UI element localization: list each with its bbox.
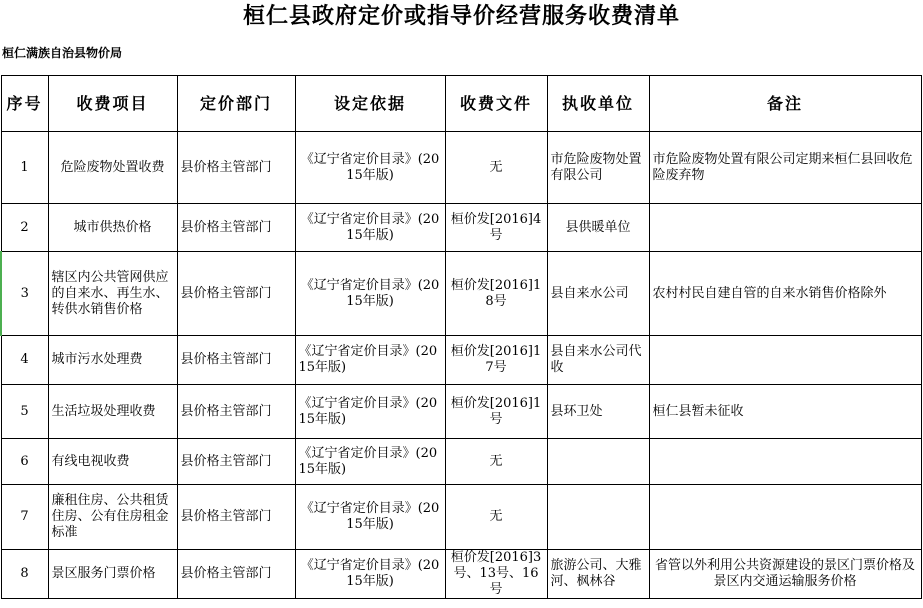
cell-item[interactable]: 景区服务门票价格 <box>48 550 177 599</box>
cell-no[interactable]: 8 <box>1 550 48 599</box>
cell-basis[interactable]: 《辽宁省定价目录》(2015年版) <box>295 485 445 550</box>
header-dept[interactable]: 定价部门 <box>177 76 295 132</box>
cell-no[interactable]: 4 <box>1 336 48 385</box>
table-row <box>1 204 921 252</box>
cell-basis[interactable]: 《辽宁省定价目录》(2015年版) <box>295 550 445 599</box>
cell-note[interactable] <box>649 485 921 550</box>
cell-basis[interactable]: 《辽宁省定价目录》(2015年版) <box>295 439 445 485</box>
cell-doc[interactable]: 桓价发[2016]18号 <box>445 252 547 336</box>
cell-unit[interactable]: 县环卫处 <box>547 385 649 439</box>
cell-unit[interactable] <box>547 439 649 485</box>
table-row <box>1 439 921 485</box>
page-title: 桓仁县政府定价或指导价经营服务收费清单 <box>242 4 680 29</box>
organization-label: 桓仁满族自治县物价局 <box>2 46 123 60</box>
cell-no[interactable]: 2 <box>1 204 48 252</box>
table-row <box>1 252 921 336</box>
cell-basis[interactable]: 《辽宁省定价目录》(2015年版) <box>295 204 445 252</box>
cell-item[interactable]: 生活垃圾处理收费 <box>48 385 177 439</box>
table-row <box>1 385 921 439</box>
cell-no[interactable]: 7 <box>1 485 48 550</box>
cell-unit[interactable]: 旅游公司、大雅河、枫林谷 <box>547 550 649 599</box>
cell-doc[interactable]: 无 <box>445 132 547 204</box>
cell-doc[interactable]: 无 <box>445 439 547 485</box>
cell-note[interactable] <box>649 204 921 252</box>
cell-doc[interactable]: 无 <box>445 485 547 550</box>
cell-no[interactable]: 6 <box>1 439 48 485</box>
cell-basis[interactable]: 《辽宁省定价目录》(2015年版) <box>295 132 445 204</box>
header-doc[interactable]: 收费文件 <box>445 76 547 132</box>
cell-note[interactable] <box>649 439 921 485</box>
cell-item[interactable]: 城市污水处理费 <box>48 336 177 385</box>
cell-no[interactable]: 1 <box>1 132 48 204</box>
cell-unit[interactable] <box>547 485 649 550</box>
header-row <box>1 76 921 132</box>
cell-unit[interactable]: 县自来水公司代收 <box>547 336 649 385</box>
header-item[interactable]: 收费项目 <box>48 76 177 132</box>
table-row <box>1 336 921 385</box>
cell-note[interactable] <box>649 336 921 385</box>
table-row <box>1 485 921 550</box>
cell-note[interactable]: 农村村民自建自管的自来水销售价格除外 <box>649 252 921 336</box>
cell-no[interactable]: 5 <box>1 385 48 439</box>
cell-unit[interactable]: 县自来水公司 <box>547 252 649 336</box>
header-basis[interactable]: 设定依据 <box>295 76 445 132</box>
cell-dept[interactable]: 县价格主管部门 <box>177 385 295 439</box>
cell-doc[interactable]: 桓价发[2016]4号 <box>445 204 547 252</box>
cell-unit[interactable]: 县供暖单位 <box>547 204 649 252</box>
cell-note[interactable]: 省管以外利用公共资源建设的景区门票价格及景区内交通运输服务价格 <box>649 550 921 599</box>
cell-item[interactable]: 有线电视收费 <box>48 439 177 485</box>
header-unit[interactable]: 执收单位 <box>547 76 649 132</box>
cell-dept[interactable]: 县价格主管部门 <box>177 252 295 336</box>
cell-doc[interactable]: 桓价发[2016]17号 <box>445 336 547 385</box>
table-row <box>1 550 921 599</box>
cell-item[interactable]: 危险废物处置收费 <box>48 132 177 204</box>
cell-note[interactable]: 桓仁县暂未征收 <box>649 385 921 439</box>
cell-unit[interactable]: 市危险废物处置有限公司 <box>547 132 649 204</box>
cell-basis[interactable]: 《辽宁省定价目录》(2015年版) <box>295 385 445 439</box>
cell-dept[interactable]: 县价格主管部门 <box>177 132 295 204</box>
cell-dept[interactable]: 县价格主管部门 <box>177 336 295 385</box>
cell-basis[interactable]: 《辽宁省定价目录》(2015年版) <box>295 336 445 385</box>
cell-doc[interactable]: 桓价发[2016]1号 <box>445 385 547 439</box>
cell-dept[interactable]: 县价格主管部门 <box>177 485 295 550</box>
table-row <box>1 132 921 204</box>
cell-dept[interactable]: 县价格主管部门 <box>177 550 295 599</box>
header-no[interactable]: 序号 <box>1 76 48 132</box>
cell-basis[interactable]: 《辽宁省定价目录》(2015年版) <box>295 252 445 336</box>
cell-item[interactable]: 廉租住房、公共租赁住房、公有住房租金标准 <box>48 485 177 550</box>
fee-table <box>0 75 922 599</box>
cell-dept[interactable]: 县价格主管部门 <box>177 439 295 485</box>
cell-no[interactable]: 3 <box>1 252 48 336</box>
cell-item[interactable]: 辖区内公共管网供应的自来水、再生水、转供水销售价格 <box>48 252 177 336</box>
cell-note[interactable]: 市危险废物处置有限公司定期来桓仁县回收危险废弃物 <box>649 132 921 204</box>
cell-dept[interactable]: 县价格主管部门 <box>177 204 295 252</box>
cell-item[interactable]: 城市供热价格 <box>48 204 177 252</box>
header-note[interactable]: 备注 <box>649 76 921 132</box>
cell-doc[interactable]: 桓价发[2016]3号、13号、16号 <box>445 550 547 599</box>
